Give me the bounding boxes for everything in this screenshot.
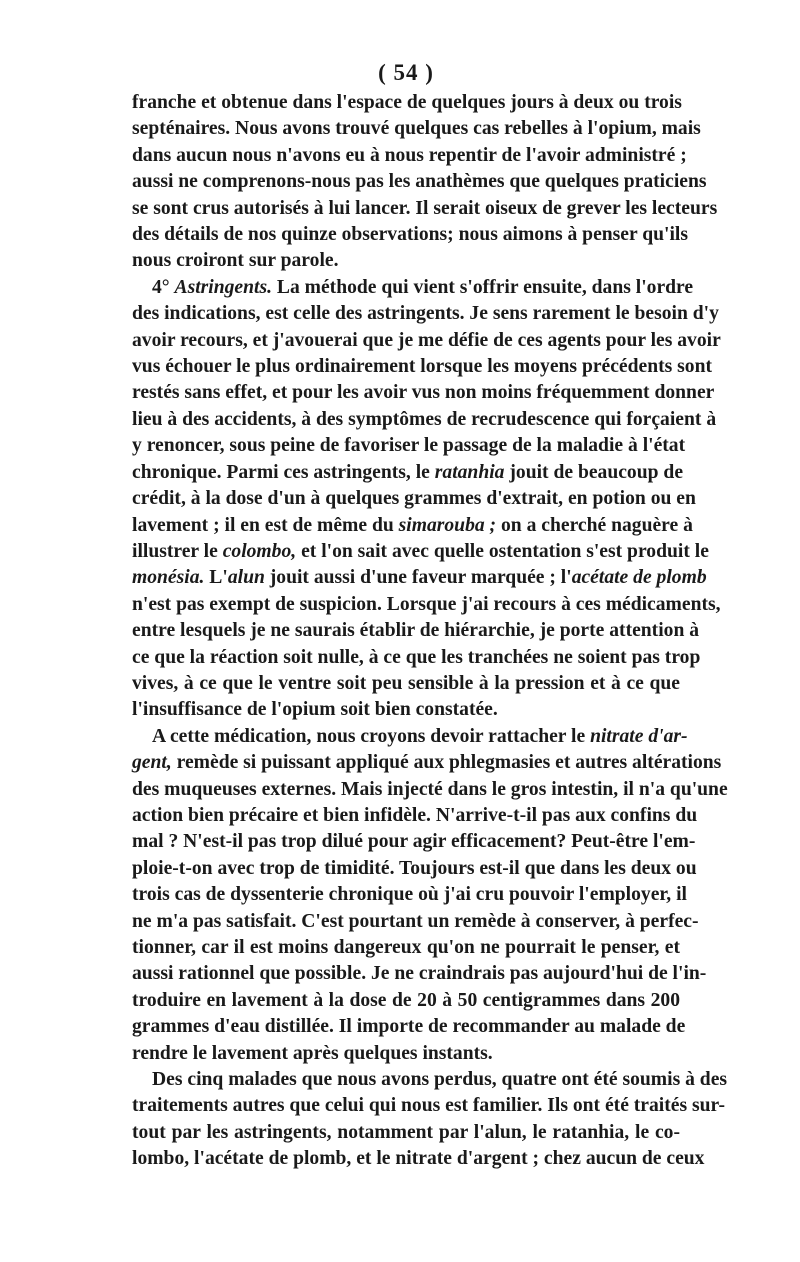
text-line	[132, 856, 697, 882]
text-line	[132, 618, 700, 644]
text-run: lavement ; il en est de même du	[132, 514, 399, 536]
text-line	[132, 961, 707, 987]
text-line	[132, 90, 680, 116]
text-line	[132, 407, 717, 433]
text-run: n'est pas exempt de suspicion. Lorsque j'ai recours à ces médicaments,	[132, 593, 721, 615]
text-run: jouit de beaucoup de	[504, 461, 684, 483]
text-run: action bien précaire et bien infidèle. N'arrive-t-il pas aux confins du	[132, 804, 698, 826]
paragraph	[132, 724, 728, 1067]
text-line	[132, 486, 696, 512]
text-run: 4°	[152, 276, 175, 298]
text-run: illustrer le	[132, 540, 223, 562]
paragraph	[132, 90, 718, 275]
text-line	[132, 592, 721, 618]
text-run: nous croiront sur parole.	[132, 250, 339, 272]
text-run: troduire en lavement à la dose de 20 à 50 centigrammes dans 200	[132, 989, 680, 1011]
text-run: La méthode qui vient s'offrir ensuite, dans l'ordre	[272, 276, 694, 298]
text-run: y renoncer, sous peine de favoriser le passage de la maladie à l'état	[132, 435, 686, 457]
text-run: trois cas de dyssenterie chronique où j'ai cru pouvoir l'employer, il	[132, 884, 687, 906]
text-line	[132, 671, 680, 697]
text-run: franche et obtenue dans l'espace de quelques jours à deux ou trois	[132, 92, 682, 113]
text-run: lieu à des accidents, à des symptômes de recrudescence qui forçaient à	[132, 408, 717, 430]
text-line	[132, 143, 687, 169]
text-run: traitements autres que celui qui nous est familier. Ils ont été traités sur-	[132, 1095, 726, 1117]
text-line	[132, 354, 713, 380]
text-line	[132, 116, 701, 142]
text-run: et l'on sait avec quelle ostentation s'est produit le	[296, 540, 709, 562]
text-run: ce que la réaction soit nulle, à ce que les tranchées ne soient pas trop	[132, 646, 701, 668]
text-run: on a cherché naguère à	[496, 514, 693, 536]
text-run: L'	[204, 567, 228, 589]
text-line	[132, 275, 694, 301]
text-line	[132, 1146, 705, 1172]
text-line	[132, 1014, 686, 1040]
text-run: vus échouer le plus ordinairement lorsque les moyens précédents sont	[132, 356, 713, 378]
text-line	[132, 169, 707, 195]
text-run: chronique. Parmi ces astringents, le	[132, 461, 435, 483]
italic-term: alun	[227, 567, 265, 589]
text-line	[132, 222, 688, 248]
text-run: vives, à ce que le ventre soit peu sensible à la pression et à ce que	[132, 672, 680, 694]
text-line	[132, 803, 698, 829]
text-run: grammes d'eau distillée. Il importe de recommander au malade de	[132, 1016, 686, 1038]
text-run: ploie-t-on avec trop de timidité. Toujours est-il que dans les deux ou	[132, 857, 697, 879]
text-line	[132, 724, 688, 750]
text-run: tout par les astringents, notamment par l'alun, le ratanhia, le co-	[132, 1121, 680, 1143]
italic-term: colombo,	[222, 540, 297, 562]
text-run: jouit aussi d'une faveur marquée ; l'	[264, 567, 572, 589]
book-page	[132, 58, 728, 1173]
text-run: aussi rationnel que possible. Je ne craindrais pas aujourd'hui de l'in-	[132, 963, 707, 985]
text-run: crédit, à la dose d'un à quelques grammes d'extrait, en potion ou en	[132, 488, 696, 510]
italic-term: monésia.	[132, 567, 205, 589]
text-run: des muqueuses externes. Mais injecté dans le gros intestin, il n'a qu'une	[132, 778, 728, 800]
text-line	[132, 909, 699, 935]
text-run: lombo, l'acétate de plomb, et le nitrate d'argent ; chez aucun de ceux	[132, 1148, 705, 1170]
text-line	[132, 1067, 728, 1093]
text-line	[132, 433, 686, 459]
text-line	[132, 829, 696, 855]
text-line	[132, 988, 680, 1014]
text-line	[132, 539, 709, 565]
italic-term: acétate de plomb	[571, 567, 707, 589]
italic-term: simarouba ;	[398, 514, 497, 536]
text-line	[132, 301, 719, 327]
text-line	[132, 460, 684, 486]
text-run: A cette médication, nous croyons devoir rattacher le	[152, 725, 591, 747]
text-line	[132, 1093, 726, 1119]
text-line	[132, 882, 687, 908]
text-run: Des cinq malades que nous avons perdus, quatre ont été soumis à des	[152, 1069, 728, 1091]
text-line	[132, 380, 715, 406]
text-run: septénaires. Nous avons trouvé quelques cas rebelles à l'opium, mais	[132, 118, 701, 140]
text-line	[132, 697, 680, 723]
text-run: se sont crus autorisés à lui lancer. Il serait oiseux de grever les lecteurs	[132, 197, 718, 219]
text-run: avoir recours, et j'avouerai que je me défie de ces agents pour les avoir	[132, 329, 721, 351]
text-run: l'insuffisance de l'opium soit bien constatée.	[132, 699, 498, 721]
text-line	[132, 1120, 680, 1146]
paragraph	[132, 275, 721, 724]
text-line	[132, 645, 701, 671]
italic-term: gent,	[132, 752, 172, 774]
text-run: aussi ne comprenons-nous pas les anathèmes que quelques praticiens	[132, 171, 707, 193]
text-run: remède si puissant appliqué aux phlegmasies et autres altérations	[171, 752, 722, 774]
text-run: dans aucun nous n'avons eu à nous repentir de l'avoir administré ;	[132, 144, 687, 166]
body-text	[132, 90, 728, 1173]
text-line	[132, 1041, 680, 1067]
text-line	[132, 935, 680, 961]
text-run: entre lesquels je ne saurais établir de hiérarchie, je porte attention à	[132, 620, 700, 642]
page-number: ( 54 )	[378, 60, 434, 85]
paragraph	[132, 1067, 728, 1173]
text-line	[132, 196, 718, 222]
text-run: restés sans effet, et pour les avoir vus non moins fréquemment donner	[132, 382, 715, 404]
text-run: rendre le lavement après quelques instants.	[132, 1042, 493, 1064]
text-line	[132, 565, 707, 591]
text-run: des indications, est celle des astringents. Je sens rarement le besoin d'y	[132, 303, 719, 325]
text-line	[132, 328, 721, 354]
text-line	[132, 513, 693, 539]
italic-term: nitrate d'ar-	[590, 725, 688, 747]
text-run: des détails de nos quinze observations; nous aimons à penser qu'ils	[132, 224, 688, 246]
text-line	[132, 248, 680, 274]
italic-term: Astringents.	[174, 276, 272, 298]
text-line	[132, 777, 728, 803]
text-run: tionner, car il est moins dangereux qu'on ne pourrait le penser, et	[132, 937, 680, 958]
text-run: ne m'a pas satisfait. C'est pourtant un remède à conserver, à perfec-	[132, 910, 699, 932]
italic-term: ratanhia	[434, 461, 505, 483]
text-run: mal ? N'est-il pas trop dilué pour agir efficacement? Peut-être l'em-	[132, 831, 696, 853]
text-line	[132, 750, 722, 776]
